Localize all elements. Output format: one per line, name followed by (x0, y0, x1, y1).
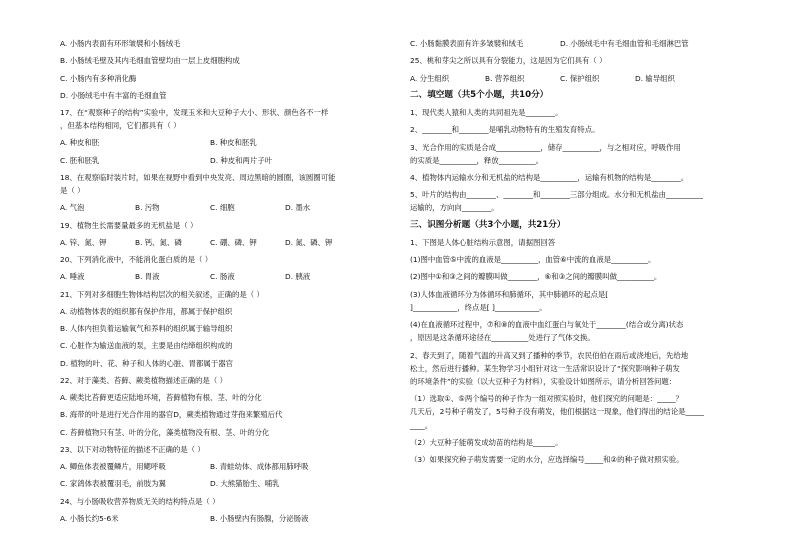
analysis-q1-part3-line1: (3)人体血液循环分为体循环和肺循环，其中肺循环的起点是[ (410, 289, 609, 299)
fill-q5-line1: 5、叶片的结构由________、________和________三部分组成。水分和无机盐由__________ (410, 190, 703, 200)
q16-option-c: C. 小肠内有多种消化酶 (60, 73, 137, 83)
q19-option-d: D. 氮、磷、钾 (285, 237, 333, 247)
q25-options (410, 73, 740, 84)
q23-option-a: A. 鲫鱼体表被覆鳞片，用鳃呼吸 (60, 462, 166, 472)
q17-option-a: A. 种皮和胚 (60, 138, 100, 148)
q22-option-a: A. 蕨类比苔藓更适应陆地环境，苔藓植物有根、茎、叶的分化 (60, 393, 262, 403)
q17-stem-2: ，但基本结构相同，它们都具有（ ） (60, 121, 181, 131)
q18-option-d: D. 墨水 (285, 203, 311, 213)
q18-stem-1: 18、在观察临时装片时，如果在视野中看到中央发亮、周边黑暗的圆圈，该圆圈可能 (60, 172, 336, 182)
fill-q2: 2、________和________是哺乳动物特有的生殖发育特点。 (410, 125, 600, 135)
analysis-q2-part2: （2）大豆种子能萌发成幼苗的结构是______。 (410, 437, 563, 447)
analysis-q1-part1: (1)图中血管⑤中流的血液是__________，血管⑥中流的血液是__________。 (410, 255, 656, 265)
q17-options-row1 (60, 137, 390, 148)
q19-options (60, 237, 390, 248)
q23-options-row1 (60, 461, 390, 472)
q21-option-d: D. 植物的叶、花、种子和人体的心脏、胃都属于器官 (60, 358, 233, 368)
q17-option-c: C. 胚和胚乳 (60, 155, 100, 165)
q17-option-b: B. 种皮和胚乳 (210, 138, 257, 148)
q19-stem: 19、植物生长需要量最多的无机盐是（ ） (60, 220, 198, 230)
analysis-q1-part2: (2)图中①和③之间的瓣膜叫做________，⑥和③之间的瓣膜叫做__________。 (410, 272, 662, 282)
analysis-q2-line2: 松土，然后进行播种。某生物学习小组针对这一生活常识设计了“探究影响种子萌发 (410, 363, 680, 373)
fill-q5-line2: 运输的，方向向________。 (410, 203, 499, 213)
fill-q4: 4、植物体内运输水分和无机盐的结构是__________，运输有机物的结构是________。 (410, 172, 689, 182)
q18-option-b: B. 污物 (135, 203, 160, 213)
q20-option-b: B. 胃液 (135, 272, 160, 282)
q23-option-b: B. 青蛙幼体、成体都用肺呼吸 (210, 462, 309, 472)
analysis-q1-part4-line1: (4)在血液循环过程中，⑦和⑧的血液中血红蛋白与氧处于________(结合或分离)状态 (410, 320, 684, 330)
q25-option-d: D. 输导组织 (635, 73, 675, 83)
section-diagram-analysis-heading: 三、识图分析题（共3个小题，共21分） (410, 219, 566, 230)
left-column (60, 38, 390, 530)
analysis-q2-part1-line1: （1）选取①、⑤两个编号的种子作为一组对照实验时，他们探究的问题是：_____？ (410, 394, 683, 404)
q16-option-d: D. 小肠绒毛中有丰富的毛细血管 (60, 90, 167, 100)
analysis-q1-stem: 1、下图是人体心脏结构示意图，请据图回答 (410, 237, 556, 247)
q25-stem: 25、桃和芽尖之所以具有分裂能力，这是因为它们具有（ ） (410, 56, 607, 66)
q21-stem: 21、下列对多细胞生物体结构层次的相关叙述，正确的是（ ） (60, 289, 264, 299)
analysis-q2-part1-line2: 几天后，2号种子萌发了，5号种子没有萌发，他们根据这一现象，他们得出的结论是_____ (410, 407, 704, 417)
q20-stem: 20、下列消化液中，不能消化蛋白质的是（ ） (60, 255, 213, 265)
fill-q3-line1: 3、光合作用的实质是合成____________，储存__________，与之相对应，呼吸作用 (410, 142, 681, 152)
q19-option-b: B. 钙、氮、磷 (135, 237, 182, 247)
q24-option-c: C. 小肠黏膜表面有许多皱襞和绒毛 (410, 39, 524, 48)
q16-option-a: A. 小肠内表面有环形皱襞和小肠绒毛 (60, 39, 181, 48)
q21-option-b: B. 人体内担负着运输氧气和养料的组织属于输导组织 (60, 324, 233, 334)
q24-options-row1 (60, 513, 390, 524)
right-column (410, 38, 740, 471)
q20-options (60, 271, 390, 282)
analysis-q2-line1: 2、春天到了，随着气温的升高又到了播种的季节，农民伯伯在雨后或浇地后，先给地 (410, 350, 689, 360)
q24-option-b: B. 小肠壁内有肠腺，分泌肠液 (210, 513, 309, 523)
q18-option-c: C. 细胞 (210, 203, 235, 213)
analysis-q1-part4-line2: ，原因是这条循环途径在__________处进行了气体交换。 (410, 333, 595, 343)
q17-options-row2 (60, 155, 390, 166)
analysis-q2-part3: （3）如果探究种子萌发需要一定的水分，应选择编号_____和②的种子做对照实验。 (410, 455, 684, 465)
q20-option-d: D. 胰液 (285, 272, 311, 282)
q20-option-c: C. 肠液 (210, 272, 235, 282)
q21-option-c: C. 心脏作为输送血液的泵，主要是由结缔组织构成的 (60, 341, 233, 351)
q19-option-a: A. 锌、氮、钾 (60, 237, 107, 247)
q22-option-c: C. 苔藓植物只有茎、叶的分化，藻类植物没有根、茎、叶的分化 (60, 427, 270, 437)
analysis-q2-line3: 的环境条件”的实验（以大豆种子为材料），实验设计如图所示，请分析回答问题： (410, 376, 677, 386)
q25-option-b: B. 营养组织 (485, 73, 525, 83)
q18-stem-2: 是（ ） (60, 186, 85, 196)
q18-options (60, 202, 390, 213)
q25-option-c: C. 保护组织 (560, 73, 600, 83)
q23-option-c: C. 家鸽体表被覆羽毛，前肢为翼 (60, 479, 166, 489)
q16-option-b: B. 小肠绒毛壁及其内毛细血管壁均由一层上皮细胞构成 (60, 56, 240, 66)
q23-options-row2 (60, 478, 390, 489)
q17-option-d: D. 种皮和两片子叶 (210, 155, 273, 165)
q24-options-row2 (410, 38, 740, 49)
section-fill-in-heading: 二、填空题（共5个小题，共10分） (410, 89, 549, 100)
q22-option-b: B. 海带的叶是进行光合作用的器官D，蕨类植物通过芽孢来繁殖后代 (60, 410, 283, 420)
q25-option-a: A. 分生组织 (410, 73, 450, 83)
fill-q3-line2: 的实质是__________，释放__________。 (410, 155, 544, 165)
q24-option-d: D. 小肠绒毛中有毛细血管和毛细淋巴管 (560, 39, 689, 48)
q17-stem-1: 17、在“观察种子的结构”实验中，发现玉米和大豆种子大小、形状、颜色各不一样 (60, 108, 329, 117)
q21-option-a: A. 动植物体表的组织都有保护作用，都属于保护组织 (60, 306, 233, 316)
q19-option-c: C. 硼、磷、钾 (210, 237, 257, 247)
q23-stem: 23、以下对动物特征的描述不正确的是（ ） (60, 444, 205, 454)
analysis-q2-part1-line3: ____。 (410, 420, 433, 430)
q22-stem: 22、对于藻类、苔藓、蕨类植物描述正确的是（ ） (60, 375, 227, 385)
analysis-q1-part3-line2: ]____________，终点是[ ]____________。 (410, 302, 547, 312)
q18-option-a: A. 气泡 (60, 203, 85, 213)
q20-option-a: A. 唾液 (60, 272, 85, 282)
q23-option-d: D. 大熊猫胎生、哺乳 (210, 479, 280, 489)
fill-q1: 1、现代类人猿和人类的共同祖先是________。 (410, 108, 563, 117)
q24-stem: 24、与小肠吸收营养物质无关的结构特点是（ ） (60, 496, 220, 506)
q24-option-a: A. 小肠长约5-6米 (60, 513, 119, 523)
